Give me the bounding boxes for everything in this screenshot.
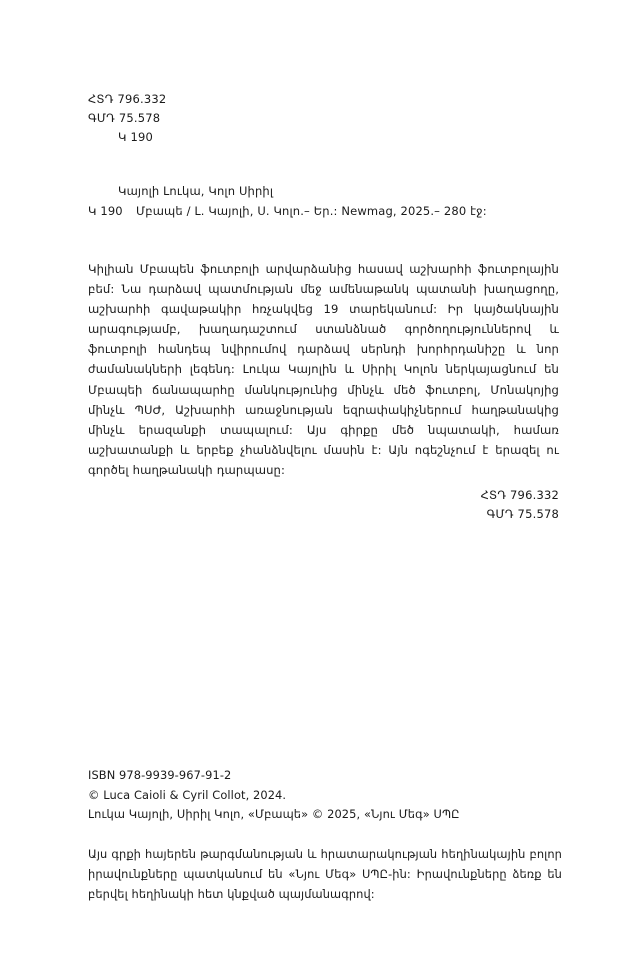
original-copyright-line: © Luca Caioli & Cyril Collot, 2024. <box>88 787 287 802</box>
author-sign: Կ 190 <box>118 130 154 144</box>
copyright-block <box>88 766 559 825</box>
rights-paragraph: Այս գրքի հայերեն թարգմանության և հրատարակության հեղինակային բոլոր իրավունքները պատկանում են «Նյու Մեգ» ՍՊԸ-ին: Իրավունքները ձեռք են բերվել հեղինակի հետ կնքված պայմանագրով: <box>88 847 562 901</box>
bbk-code-repeat: ԳՄԴ 75.578 <box>486 507 559 521</box>
annotation-text <box>88 259 559 480</box>
authors-names: Կայոլի Լուկա, Կոլո Սիրիլ <box>118 184 274 198</box>
isbn-line: ISBN 978-9939-967-91-2 <box>88 768 232 782</box>
title-imprint: Մբապե / Լ. Կայոլի, Ս. Կոլո.– Եր.: Newmag, 2025.– 280 էջ: <box>136 204 487 218</box>
bbk-code: ԳՄԴ 75.578 <box>88 111 161 125</box>
rights-notice <box>88 845 562 904</box>
udc-classification-block <box>88 90 166 147</box>
bibliographic-entry <box>88 181 558 221</box>
udc-classification-repeat <box>481 486 559 524</box>
translation-copyright-line: Լուկա Կայոլի, Սիրիլ Կոլո, «Մբապե» © 2025, «Նյու Մեգ» ՍՊԸ <box>88 807 460 822</box>
udc-code-repeat: ՀՏԴ 796.332 <box>480 488 559 502</box>
title-line <box>88 201 558 221</box>
annotation-paragraph: Կիլիան Մբապեն ֆուտբոլի արվարձանից հասավ աշխարհի ֆուտբոլային բեմ: Նա դարձավ պատմության մեջ ամենաթանկ պատանի խաղացողը, աշխարհի գավաթակիր հռչակվեց 19 տարեկանում: Իր կայծակնային արագությամբ, խաղադաշտում ստանձնած գործողություններով և ֆուտբոլի հանդեպ նվիրումով դարձավ սերնդի խորհրդանիշը և նոր ժամանակների լեգենդ: Լուկա Կայոլին և Սիրիլ Կոլոն ներկայացնում են Մբապեի ճանապարհը մանկությունից մինչև մեծ ֆուտբոլ, Մոնակոյից մինչև ՊՍԺ, Աշխարհի առաջնության եզրափակիչներում հաղթանակից մինչև երազանքի տապալում: Այս գիրքը մեծ նպատակի, համառ աշխատանքի և երբեք չհանձնվելու մասին է: Այն ոգեշնչում է երազել ու գործել հաղթանակի դարպասը: <box>88 262 559 477</box>
author-sign-repeat: Կ 190 <box>88 204 123 218</box>
udc-code: ՀՏԴ 796.332 <box>88 92 167 106</box>
